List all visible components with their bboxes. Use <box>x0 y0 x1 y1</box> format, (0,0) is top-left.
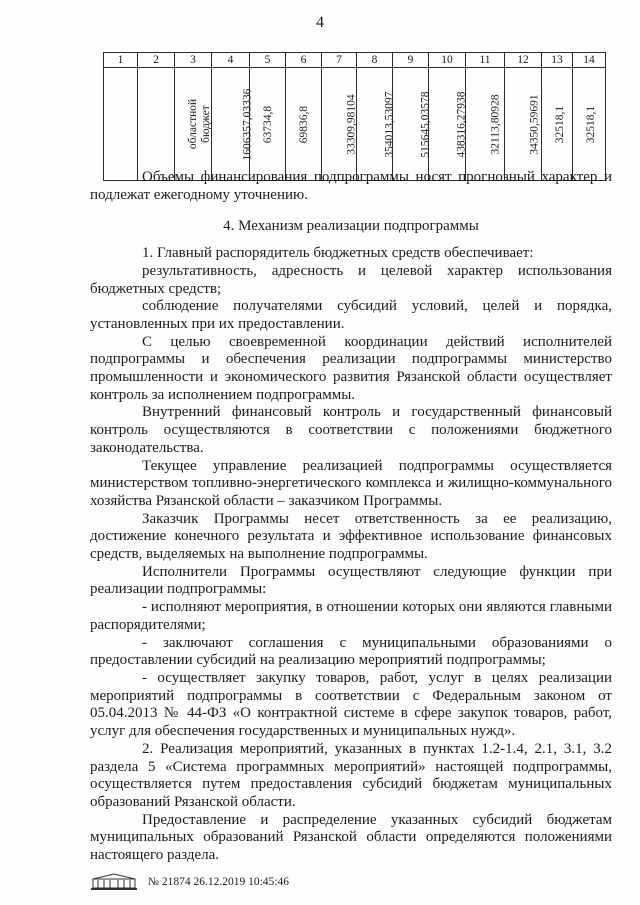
column-header: 5 <box>250 53 286 68</box>
column-header: 7 <box>322 53 357 68</box>
column-header: 6 <box>286 53 322 68</box>
budget-table <box>103 52 606 181</box>
list-item: - исполняют мероприятия, в отношении которых они являются главными распорядителями; <box>90 599 612 633</box>
table-cell <box>542 68 573 181</box>
table-cell-budget-source <box>175 68 212 181</box>
column-header: 8 <box>357 53 393 68</box>
cell-value: 32518,1 <box>585 105 598 143</box>
table-cell <box>505 68 542 181</box>
cell-value: 34350,59691 <box>528 93 541 155</box>
paragraph: 1. Главный распорядитель бюджетных средств обеспечивает: <box>142 245 534 262</box>
table-header-row <box>104 53 606 68</box>
column-header: 14 <box>573 53 606 68</box>
paragraph: 2. Реализация мероприятий, указанных в пунктах 1.2-1.4, 2.1, 3.1, 3.2 раздела 5 «Система программных мероприятий» настоящей подпрограммы, осуществляется путем предоставления субсидий бюджетам муниципальных образований Рязанской области. <box>90 740 612 810</box>
cell-value: 32113,80928 <box>489 94 502 154</box>
paragraph-forecast: Объемы финансирования подпрограммы носят прогнозный характер и подлежат ежегодному уточнению. <box>90 169 612 203</box>
column-header: 3 <box>175 53 212 68</box>
table-cell <box>138 68 175 181</box>
paragraph: соблюдение получателями субсидий условий, целей и порядка, установленных при их предоставлении. <box>90 298 612 332</box>
table-cell-total <box>212 68 254 181</box>
table-cell <box>357 68 396 181</box>
budget-source-line2: бюджет <box>200 105 213 143</box>
list-item: - заключают соглашения с муниципальными образованиями о предоставлении субсидий на реализацию мероприятий подпрограммы; <box>90 634 612 669</box>
cell-value: 1606357,03336 <box>241 88 254 160</box>
cell-value: 438316,27938 <box>455 90 468 158</box>
paragraph: Заказчик Программы несет ответственность за ее реализацию, достижение конечного результата и эффективное использование финансовых средств, выделяемых на выполнение подпрограммы. <box>90 510 612 563</box>
column-header: 1 <box>104 53 138 68</box>
column-header: 13 <box>542 53 573 68</box>
cell-value: 515645,03578 <box>419 90 432 158</box>
table-cell <box>393 68 432 181</box>
section-title: 4. Механизм реализации подпрограммы <box>223 218 479 235</box>
column-header: 12 <box>505 53 542 68</box>
table-cell <box>429 68 466 181</box>
table-cell <box>573 68 606 181</box>
column-header: 11 <box>466 53 505 68</box>
paragraph: результативность, адресность и целевой характер использования бюджетных средств; <box>90 262 612 297</box>
budget-source-line1: областной <box>187 98 200 150</box>
paragraph: С целью своевременной координации действий исполнителей подпрограммы и обеспечения реализации подпрограммы министерство промышленности и экономического развития Рязанской области осуществляет контроль за исполнением подпрограммы. <box>90 333 612 403</box>
table-row <box>104 68 606 181</box>
table-cell <box>286 68 322 181</box>
paragraph: Внутренний финансовый контроль и государственный финансовый контроль осуществляются в соответствии с положениями бюджетного законодательства. <box>90 404 612 456</box>
table-cell <box>250 68 286 181</box>
cell-value: 69836,8 <box>298 105 311 143</box>
government-building-logo-icon <box>90 873 138 891</box>
paragraph: Предоставление и распределение указанных субсидий бюджетам муниципальных образований Рязанской области определяются положениями настоящего раздела. <box>90 811 612 864</box>
table-cell <box>322 68 357 181</box>
cell-value: 32518,1 <box>554 105 567 143</box>
document-body <box>90 169 612 865</box>
column-header: 2 <box>138 53 175 68</box>
paragraph: Текущее управление реализацией подпрограммы осуществляется министерством топливно-энергетического комплекса и жилищно-коммунального хозяйства Рязанской области – заказчиком Программы. <box>90 457 612 509</box>
column-header: 9 <box>393 53 429 68</box>
document-footer <box>90 872 289 892</box>
cell-value: 33309,98104 <box>345 93 358 155</box>
column-header: 4 <box>212 53 250 68</box>
table-cell <box>466 68 505 181</box>
cell-value: 354013,53097 <box>383 90 396 158</box>
cell-value: 63734,8 <box>262 105 275 143</box>
page-number: 4 <box>316 14 324 31</box>
column-header: 10 <box>429 53 466 68</box>
paragraph: Исполнители Программы осуществляют следующие функции при реализации подпрограммы: <box>90 563 612 598</box>
document-registration-stamp: № 21874 26.12.2019 10:45:46 <box>148 876 289 888</box>
list-item: - осуществляет закупку товаров, работ, услуг в целях реализации мероприятий подпрограммы в соответствии с Федеральным законом от 05.04.2013 № 44-ФЗ «О контрактной системе в сфере закупок товаров, работ, услуг для обеспечения государственных и муниципальных нужд». <box>90 669 612 740</box>
table-cell <box>104 68 138 181</box>
